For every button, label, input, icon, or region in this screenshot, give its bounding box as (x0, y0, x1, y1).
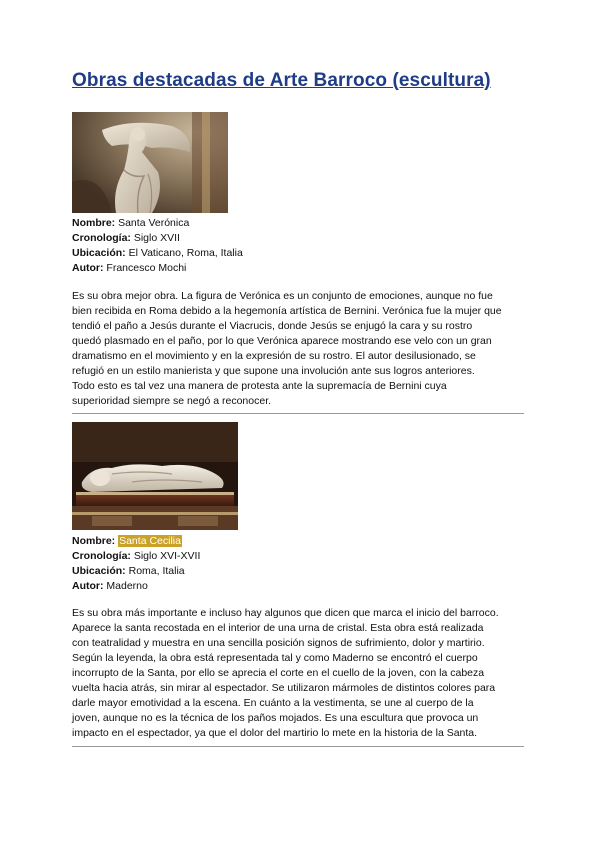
paragraph-line: joven, aunque no es la técnica de los paños mojados. Es una escultura que provoca un (72, 712, 479, 724)
paragraph-line: vuelta hacia atrás, sin mirar al espectador. Se utilizaron mármoles de distintos colores para (72, 682, 496, 694)
paragraph-line: darle mayor emotividad a la escena. En cuánto a la vestimenta, se une al cuerpo de la (72, 697, 474, 709)
santa-cecilia-image (72, 422, 238, 530)
paragraph-line: Todo esto es tal vez una manera de protesta ante la supremacía de Bernini cuya (72, 380, 447, 392)
work-2-author-row (72, 579, 200, 594)
section-divider (72, 746, 524, 747)
paragraph-line: quedó plasmado en el paño, por lo que Verónica aparece mostrando ese velo con un gran (72, 335, 492, 347)
field-value: Siglo XVI-XVII (133, 550, 201, 562)
field-value: Siglo XVII (133, 232, 180, 244)
work-2-info (72, 534, 200, 594)
paragraph-line: bien recibida en Roma debido a la hegemonía artística de Bernini. Verónica fue la mujer que (72, 305, 502, 317)
work-2-description (72, 606, 532, 741)
field-label: Nombre: (72, 217, 116, 229)
field-value: El Vaticano, Roma, Italia (128, 247, 243, 259)
paragraph-line: tendió el paño a Jesús durante el Viacrucis, donde Jesús se enjugó la cara y su rostro (72, 320, 473, 332)
work-1-description (72, 289, 532, 409)
field-value: Roma, Italia (128, 565, 185, 577)
field-label: Cronología: (72, 550, 131, 562)
paragraph-line: incorrupto de la Santa, por ello se aprecia el corte en el cuello de la joven, con la cabeza (72, 667, 485, 679)
field-value: Francesco Mochi (106, 262, 187, 274)
paragraph-line: dramatismo en el movimiento y en la expresión de su rostro. El autor desilusionado, se (72, 350, 476, 362)
work-1-name-row (72, 216, 243, 231)
field-label: Nombre: (72, 535, 116, 547)
work-1-author-row (72, 261, 243, 276)
work-1-info (72, 216, 243, 276)
work-2-chronology-row (72, 549, 200, 564)
santa-veronica-image (72, 112, 228, 213)
paragraph-line: impacto en el espectador, ya que el dolor del martirio lo mete en la historia de la Santa. (72, 727, 478, 739)
field-label: Ubicación: (72, 565, 126, 577)
paragraph-line: refugió en un estilo manierista y que supone una involución ante sus logros anteriores. (72, 365, 475, 377)
work-2-location-row (72, 564, 200, 579)
highlighted-field-value[interactable]: Santa Cecilia (119, 535, 181, 547)
paragraph-line: Según la leyenda, la obra está representada tal y como Maderno se encontró el cuerpo (72, 652, 478, 664)
page-title[interactable]: Obras destacadas de Arte Barroco (escultura) (72, 70, 491, 91)
field-value: Santa Verónica (118, 217, 190, 229)
field-label: Cronología: (72, 232, 131, 244)
paragraph-line: Es su obra mejor obra. La figura de Verónica es un conjunto de emociones, aunque no fue (72, 290, 493, 302)
field-label: Ubicación: (72, 247, 126, 259)
work-1-location-row (72, 246, 243, 261)
section-divider (72, 413, 524, 414)
paragraph-line: Aparece la santa recostada en el interior de una urna de cristal. Esta obra está realizada (72, 622, 484, 634)
paragraph-line: con teatralidad y muestra en una sencilla posición signos de sufrimiento, dolor y martirio. (72, 637, 485, 649)
field-label: Autor: (72, 580, 104, 592)
paragraph-line: Es su obra más importante e incluso hay algunos que dicen que marca el inicio del barroco. (72, 607, 499, 619)
paragraph-line: superioridad siempre se negó a reconocer. (72, 395, 272, 407)
work-1-chronology-row (72, 231, 243, 246)
field-value: Maderno (106, 580, 148, 592)
work-2-name-row (72, 534, 200, 549)
field-label: Autor: (72, 262, 104, 274)
